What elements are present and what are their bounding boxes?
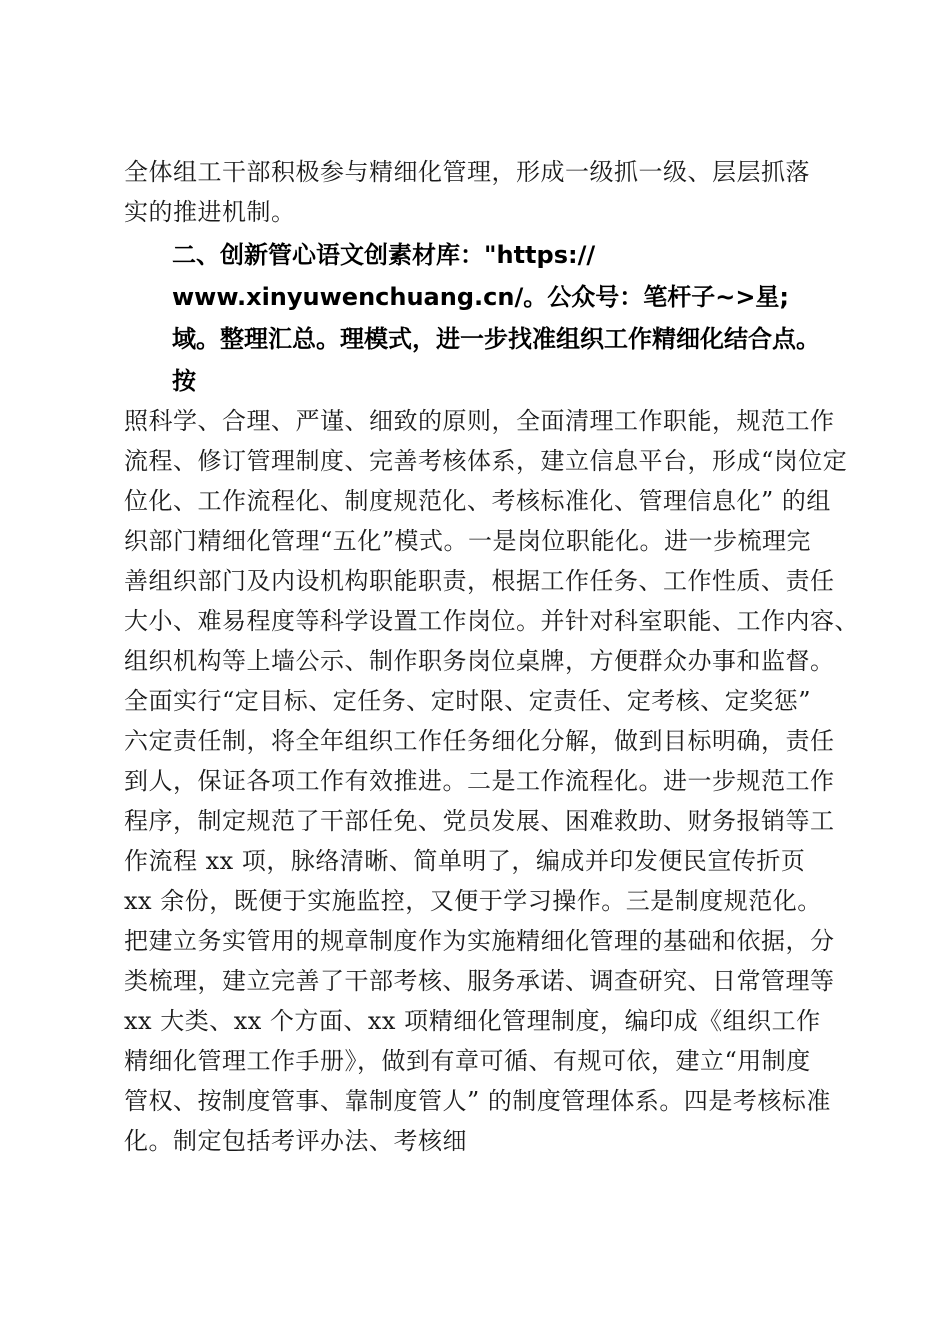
text-line: 实的推进机制。 (124, 198, 296, 226)
section-heading (172, 234, 820, 402)
text-line: 照科学、合理、严谨、细致的原则，全面清理工作职能，规范工作 (124, 407, 835, 435)
heading-line: 域。整理汇总。理模式，进一步找准组织工作精细化结合点。 (172, 325, 820, 353)
text-line: 精细化管理工作手册》，做到有章可循、有规可依，建立“用制度 (124, 1047, 811, 1075)
text-line: 善组织部门及内设机构职能职责，根据工作任务、工作性质、责任 (124, 567, 835, 595)
text-line: 到人，保证各项工作有效推进。二是工作流程化。进一步规范工作 (124, 767, 835, 795)
heading-line: www.xinyuwenchuang.cn/。公众号：笔杆子~>星; (172, 283, 790, 311)
text-line: 管权、按制度管事、靠制度管人” 的制度管理体系。四是考核标准 (124, 1087, 831, 1115)
text-line: 大小、难易程度等科学设置工作岗位。并针对科室职能、工作内容、 (124, 607, 859, 635)
text-line: 组织机构等上墙公示、制作职务岗位桌牌，方便群众办事和监督。 (124, 647, 835, 675)
text-line: 作流程 xx 项，脉络清晰、简单明了，编成并印发便民宣传折页 (124, 847, 806, 875)
text-line: 六定责任制，将全年组织工作任务细化分解，做到目标明确，责任 (124, 727, 835, 755)
heading-line: 按 (172, 367, 196, 395)
text-line: 全体组工干部积极参与精细化管理，形成一级抓一级、层层抓落 (124, 158, 810, 186)
text-line: 全面实行“定目标、定任务、定时限、定责任、定考核、定奖惩” (124, 687, 812, 715)
heading-line: 二、创新管心语文创素材库："https:// (172, 241, 596, 269)
text-line: 程序，制定规范了干部任免、党员发展、困难救助、财务报销等工 (124, 807, 835, 835)
text-line: 化。制定包括考评办法、考核细 (124, 1127, 467, 1155)
text-line: 位化、工作流程化、制度规范化、考核标准化、管理信息化” 的组 (124, 487, 831, 515)
text-line: 流程、修订管理制度、完善考核体系，建立信息平台，形成“岗位定 (124, 447, 848, 475)
paragraph-1 (124, 152, 810, 232)
text-line: xx 大类、xx 个方面、xx 项精细化管理制度，编印成《组织工作 (124, 1007, 821, 1035)
text-line: xx 余份，既便于实施监控，又便于学习操作。三是制度规范化。 (124, 887, 822, 915)
text-line: 把建立务实管用的规章制度作为实施精细化管理的基础和依据，分 (124, 927, 835, 955)
text-line: 织部门精细化管理“五化”模式。一是岗位职能化。进一步梳理完 (124, 527, 812, 555)
text-line: 类梳理，建立完善了干部考核、服务承诺、调查研究、日常管理等 (124, 967, 835, 995)
paragraph-2 (124, 401, 859, 1161)
